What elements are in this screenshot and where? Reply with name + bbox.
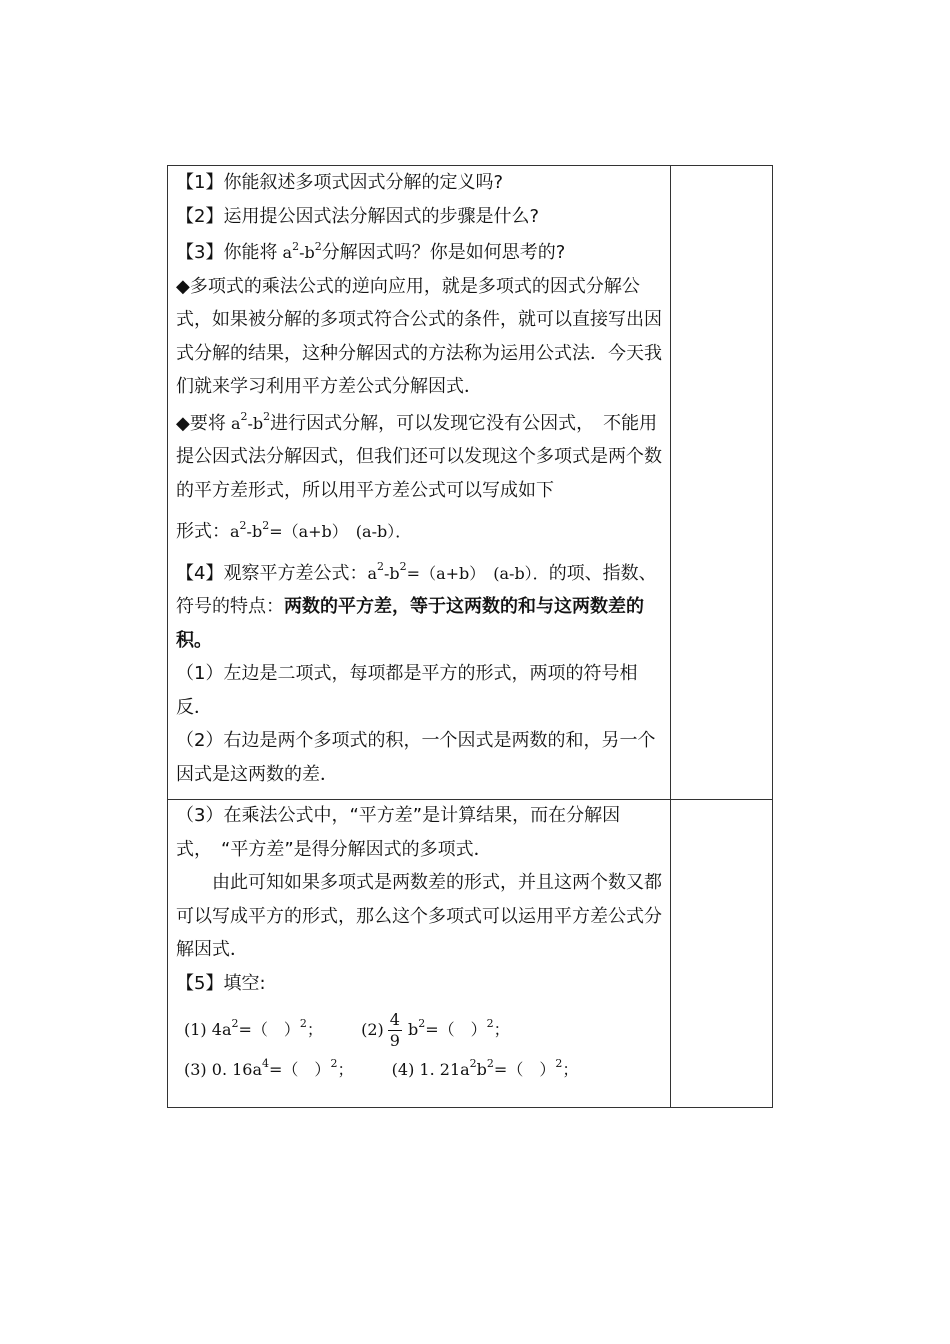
question-4: 【4】观察平方差公式：$a^2-b^2=(a+b)$ (a-b）．的项、指数、符号的特点：两数的平方差，等于这两数的和与这两数差的积。: [176, 560, 657, 651]
column-divider: [670, 166, 671, 1107]
fill-row-2: [184, 1053, 664, 1087]
point-1: （1）左边是二项式，每项都是平方的形式，两项的符号相反．: [176, 663, 638, 718]
point-3: （3）在乘法公式中，“平方差”是计算结果，而在分解因式， “平方差”是得分解因式的多项式．: [176, 805, 621, 860]
note-2: ◆要将 $a^2-b^2$进行因式分解，可以发现它没有公因式， 不能用提公因式法分解因式，但我们还可以发现这个多项式是两个数的平方差形式，所以用平方差公式可以写成如下: [176, 410, 662, 501]
item-1: (1) $4a^2=$（ ）$^2$；: [184, 1016, 323, 1039]
question-5: 【5】填空:: [176, 972, 266, 994]
fill-row-1: [184, 1010, 664, 1051]
question-2: 【2】运用提公因式法分解因式的步骤是什么?: [176, 205, 540, 227]
note-1: ◆多项式的乘法公式的逆向应用，就是多项式的因式分解公式，如果被分解的多项式符合公式的条件，就可以直接写出因式分解的结果，这种分解因式的方法称为运用公式法．今天我们就来学习利用平方差公式分解因式．: [176, 275, 662, 397]
lesson-table: [167, 165, 773, 1108]
question-1: 【1】你能叙述多项式因式分解的定义吗?: [176, 172, 504, 193]
key-rule: 两数的平方差，等于这两数的和与这两数差的积。: [176, 596, 644, 651]
question-3: 【3】你能将 $a^2-b^2$分解因式吗？你是如何思考的?: [176, 239, 566, 263]
item-2: (2) $\frac{4}{9}$ $b^2=$（ ）$^2$；: [361, 1010, 510, 1050]
content-cell-2: [176, 799, 664, 1087]
content-cell-1: [176, 166, 664, 791]
item-4: (4) 1. $21a^2b^2=$（ ）$^2$；: [391, 1056, 579, 1079]
fraction: $\frac{4}{9}$: [389, 1010, 400, 1050]
conclusion: 由此可知如果多项式是两数差的形式，并且这两个数又都可以写成平方的形式，那么这个多项式可以运用平方差公式分解因式．: [176, 872, 662, 960]
item-3: (3) 0. $16a^4=$（ ）$^2$；: [184, 1056, 354, 1079]
formula-line: 形式：$a^2-b^2=(a+b)$ (a-b）．: [176, 518, 412, 542]
point-2: （2）右边是两个多项式的积，一个因式是两数的和，另一个因式是这两数的差．: [176, 730, 656, 785]
